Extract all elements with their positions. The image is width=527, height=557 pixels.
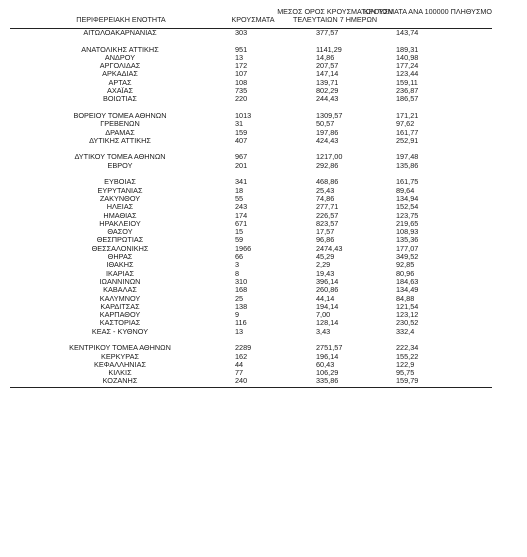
- cell-per-100k: 159,11: [396, 77, 418, 87]
- cell-region: ΑΧΑΪΑΣ: [106, 86, 133, 96]
- cell-avg-7d: 277,71: [316, 202, 339, 212]
- cell-cases: 13: [235, 326, 244, 336]
- table-row: [10, 137, 492, 145]
- cell-region: ΔΥΤΙΚΟΥ ΤΟΜΕΑ ΑΘΗΝΩΝ: [74, 152, 166, 162]
- header-cases: ΚΡΟΥΣΜΑΤΑ: [231, 15, 275, 24]
- cell-avg-7d: 1309,57: [316, 110, 343, 120]
- cell-region: ΔΡΑΜΑΣ: [105, 127, 135, 137]
- cell-cases: 59: [235, 235, 244, 245]
- cell-avg-7d: 396,14: [316, 276, 339, 286]
- cell-cases: 138: [235, 301, 248, 311]
- cell-avg-7d: 823,57: [316, 218, 339, 228]
- cell-region: ΚΑΡΠΑΘΟΥ: [99, 310, 141, 320]
- table-row: [10, 286, 492, 294]
- cell-cases: 240: [235, 376, 248, 386]
- spacer-row: [10, 170, 492, 178]
- cell-cases: 1966: [235, 243, 252, 253]
- table-row: [10, 178, 492, 186]
- cell-avg-7d: 468,86: [316, 177, 339, 187]
- table-bottom-rule: [10, 387, 492, 388]
- cell-region: ΙΩΑΝΝΙΝΩΝ: [99, 276, 141, 286]
- cell-per-100k: 122,9: [396, 359, 415, 369]
- cell-region: ΑΡΤΑΣ: [108, 77, 132, 87]
- table-row: [10, 303, 492, 311]
- cell-cases: 9: [235, 310, 240, 320]
- cell-avg-7d: 128,14: [316, 318, 339, 328]
- cell-region: ΒΟΡΕΙΟΥ ΤΟΜΕΑ ΑΘΗΝΩΝ: [73, 110, 167, 120]
- cell-avg-7d: 2751,57: [316, 343, 343, 353]
- cell-per-100k: 332,4: [396, 326, 415, 336]
- cell-region: ΚΕΦΑΛΛΗΝΙΑΣ: [94, 359, 146, 369]
- cell-cases: 303: [235, 28, 248, 37]
- table-row: [10, 245, 492, 253]
- cell-region: ΒΟΙΩΤΙΑΣ: [103, 94, 137, 104]
- cell-cases: 25: [235, 293, 244, 303]
- cell-region: ΙΚΑΡΙΑΣ: [105, 268, 135, 278]
- table-row: [10, 29, 492, 37]
- cell-cases: 116: [235, 318, 247, 328]
- table-row: [10, 153, 492, 161]
- cell-region: ΑΝΑΤΟΛΙΚΗΣ ΑΤΤΙΚΗΣ: [81, 44, 159, 54]
- cell-cases: 44: [235, 359, 244, 369]
- cell-avg-7d: 194,14: [316, 301, 339, 311]
- cell-avg-7d: 7,00: [316, 310, 331, 320]
- cell-cases: 671: [235, 218, 248, 228]
- cell-per-100k: 189,31: [396, 44, 419, 54]
- cell-cases: 8: [235, 268, 240, 278]
- table-row: [10, 344, 492, 352]
- cell-region: ΗΡΑΚΛΕΙΟΥ: [99, 218, 141, 228]
- cell-region: ΕΒΡΟΥ: [107, 160, 133, 170]
- cell-avg-7d: 335,86: [316, 376, 339, 386]
- table-row: [10, 187, 492, 195]
- cell-per-100k: 123,12: [396, 310, 419, 320]
- cell-region: ΑΙΤΩΛΟΑΚΑΡΝΑΝΙΑΣ: [83, 28, 157, 37]
- cell-region: ΚΑΡΔΙΤΣΑΣ: [100, 301, 140, 311]
- table-row: [10, 220, 492, 228]
- cell-per-100k: 152,54: [396, 202, 419, 212]
- cell-region: ΚΕΑΣ - ΚΥΘΝΟΥ: [91, 326, 149, 336]
- table-row: [10, 120, 492, 128]
- table-row: [10, 236, 492, 244]
- cell-per-100k: 135,36: [396, 235, 419, 245]
- table-row: [10, 328, 492, 336]
- cell-region: ΚΑΣΤΟΡΙΑΣ: [99, 318, 141, 328]
- cell-per-100k: 84,88: [396, 293, 415, 303]
- cases-table: [10, 4, 492, 388]
- cell-region: ΚΕΡΚΥΡΑΣ: [100, 351, 140, 361]
- table-row: [10, 112, 492, 120]
- cell-avg-7d: 96,86: [316, 235, 335, 245]
- table-row: [10, 79, 492, 87]
- cell-region: ΗΛΕΙΑΣ: [106, 202, 134, 212]
- cell-avg-7d: 1141,29: [316, 44, 342, 54]
- cell-cases: 108: [235, 77, 248, 87]
- table-row: [10, 369, 492, 377]
- cell-cases: 951: [235, 44, 248, 54]
- cell-region: ΚΟΖΑΝΗΣ: [102, 376, 138, 386]
- table-row: [10, 311, 492, 319]
- cell-per-100k: 161,77: [396, 127, 419, 137]
- cell-avg-7d: 19,43: [316, 268, 335, 278]
- cell-per-100k: 123,75: [396, 210, 419, 220]
- cell-per-100k: 177,24: [396, 61, 419, 71]
- cell-cases: 2289: [235, 343, 252, 353]
- cell-per-100k: 159,79: [396, 376, 419, 386]
- cell-region: ΘΕΣΠΡΩΤΙΑΣ: [96, 235, 144, 245]
- cell-per-100k: 89,64: [396, 185, 415, 195]
- cell-per-100k: 252,91: [396, 135, 419, 145]
- cell-per-100k: 155,22: [396, 351, 419, 361]
- cell-per-100k: 121,54: [396, 301, 419, 311]
- cell-region: ΑΝΔΡΟΥ: [104, 52, 136, 62]
- cell-per-100k: 123,44: [396, 69, 419, 79]
- cell-avg-7d: 2,29: [316, 260, 331, 270]
- cell-cases: 407: [235, 135, 248, 145]
- table-row: [10, 54, 492, 62]
- table-body: [10, 29, 492, 386]
- cell-per-100k: 135,86: [396, 160, 419, 170]
- table-row: [10, 70, 492, 78]
- header-per-100k: ΚΡΟΥΣΜΑΤΑ ΑΝΑ 100000 ΠΛΗΘΥΣΜΟ: [364, 7, 492, 16]
- table-row: [10, 212, 492, 220]
- table-row: [10, 353, 492, 361]
- cell-cases: 159: [235, 127, 248, 137]
- cell-avg-7d: 44,14: [316, 293, 335, 303]
- cell-avg-7d: 292,86: [316, 160, 339, 170]
- cell-cases: 107: [235, 69, 248, 79]
- cell-per-100k: 230,52: [396, 318, 419, 328]
- cell-cases: 66: [235, 252, 244, 262]
- cell-cases: 201: [235, 160, 248, 170]
- cell-per-100k: 92,85: [396, 260, 415, 270]
- table-row: [10, 261, 492, 269]
- table-row: [10, 319, 492, 327]
- cell-avg-7d: 207,57: [316, 61, 339, 71]
- table-row: [10, 162, 492, 170]
- cell-region: ΘΑΣΟΥ: [107, 227, 133, 237]
- table-row: [10, 253, 492, 261]
- cell-avg-7d: 147,14: [316, 69, 339, 79]
- cell-region: ΚΑΒΑΛΑΣ: [103, 285, 137, 295]
- table-header: [10, 4, 492, 29]
- table-row: [10, 361, 492, 369]
- cell-region: ΘΗΡΑΣ: [107, 252, 133, 262]
- cell-avg-7d: 1217,00: [316, 152, 343, 162]
- cell-avg-7d: 244,43: [316, 94, 339, 104]
- table-row: [10, 129, 492, 137]
- table-row: [10, 87, 492, 95]
- table-row: [10, 195, 492, 203]
- cell-per-100k: 222,34: [396, 343, 419, 353]
- cell-avg-7d: 14,86: [316, 52, 335, 62]
- cell-region: ΑΡΓΟΛΙΔΑΣ: [99, 61, 141, 71]
- cell-region: ΓΡΕΒΕΝΩΝ: [100, 119, 140, 129]
- table-row: [10, 278, 492, 286]
- cell-region: ΗΜΑΘΙΑΣ: [103, 210, 137, 220]
- cell-per-100k: 236,87: [396, 86, 419, 96]
- table-row: [10, 228, 492, 236]
- cell-region: ΔΥΤΙΚΗΣ ΑΤΤΙΚΗΣ: [89, 135, 151, 145]
- header-avg-7d: ΜΕΣΟΣ ΟΡΟΣ ΚΡΟΥΣΜΑΤΩΝ ΤΩΝ ΤΕΛΕΥΤΑΙΩΝ 7 ΗΜΕΡΩΝ: [277, 7, 393, 24]
- cell-per-100k: 219,65: [396, 218, 419, 228]
- cell-per-100k: 140,98: [396, 52, 419, 62]
- cell-cases: 243: [235, 202, 248, 212]
- cell-avg-7d: 260,86: [316, 285, 339, 295]
- cell-cases: 310: [235, 276, 248, 286]
- cell-cases: 174: [235, 210, 248, 220]
- table-row: [10, 295, 492, 303]
- cell-cases: 168: [235, 285, 248, 295]
- cell-per-100k: 197,48: [396, 152, 419, 162]
- cell-cases: 3: [235, 260, 240, 270]
- cell-cases: 1013: [235, 110, 252, 120]
- cell-per-100k: 95,75: [396, 368, 415, 378]
- cell-per-100k: 97,62: [396, 119, 415, 129]
- cell-avg-7d: 25,43: [316, 185, 335, 195]
- cell-avg-7d: 45,29: [316, 252, 335, 262]
- cell-per-100k: 184,63: [396, 276, 419, 286]
- cell-region: ΙΘΑΚΗΣ: [106, 260, 134, 270]
- cell-cases: 735: [235, 86, 248, 96]
- cell-per-100k: 349,52: [396, 252, 419, 262]
- cell-per-100k: 186,57: [396, 94, 419, 104]
- cell-per-100k: 108,93: [396, 227, 419, 237]
- cell-avg-7d: 50,57: [316, 119, 335, 129]
- cell-avg-7d: 424,43: [316, 135, 339, 145]
- table-row: [10, 377, 492, 385]
- cell-per-100k: 171,21: [396, 110, 419, 120]
- cell-region: ΕΥΒΟΙΑΣ: [104, 177, 136, 187]
- cell-region: ΑΡΚΑΔΙΑΣ: [102, 69, 138, 79]
- cell-per-100k: 134,94: [396, 193, 419, 203]
- cell-avg-7d: 226,57: [316, 210, 339, 220]
- cell-cases: 220: [235, 94, 248, 104]
- cell-cases: 18: [235, 185, 244, 195]
- cell-avg-7d: 139,71: [316, 77, 339, 87]
- table-row: [10, 62, 492, 70]
- cell-region: ΚΕΝΤΡΙΚΟΥ ΤΟΜΕΑ ΑΘΗΝΩΝ: [69, 343, 171, 353]
- cell-per-100k: 177,07: [396, 243, 419, 253]
- cell-region: ΖΑΚΥΝΘΟΥ: [99, 193, 141, 203]
- cell-avg-7d: 196,14: [316, 351, 339, 361]
- table-row: [10, 46, 492, 54]
- cell-region: ΚΑΛΥΜΝΟΥ: [99, 293, 141, 303]
- cell-avg-7d: 106,29: [316, 368, 339, 378]
- cell-cases: 967: [235, 152, 248, 162]
- cell-cases: 13: [235, 52, 244, 62]
- cell-region: ΕΥΡΥΤΑΝΙΑΣ: [97, 185, 143, 195]
- cell-cases: 15: [235, 227, 244, 237]
- cell-cases: 172: [235, 61, 248, 71]
- table-row: [10, 270, 492, 278]
- cell-per-100k: 161,75: [396, 177, 419, 187]
- cell-cases: 31: [235, 119, 244, 129]
- cell-avg-7d: 802,29: [316, 86, 339, 96]
- cell-avg-7d: 17,57: [316, 227, 335, 237]
- cell-cases: 77: [235, 368, 244, 378]
- table-row: [10, 203, 492, 211]
- cell-avg-7d: 74,86: [316, 193, 335, 203]
- cell-region: ΘΕΣΣΑΛΟΝΙΚΗΣ: [91, 243, 149, 253]
- cell-avg-7d: 2474,43: [316, 243, 343, 253]
- cell-avg-7d: 3,43: [316, 326, 331, 336]
- cell-per-100k: 134,49: [396, 285, 419, 295]
- cell-region: ΚΙΛΚΙΣ: [108, 368, 132, 378]
- cell-cases: 162: [235, 351, 248, 361]
- cell-per-100k: 143,74: [396, 28, 419, 37]
- cell-avg-7d: 60,43: [316, 359, 335, 369]
- cell-per-100k: 80,96: [396, 268, 415, 278]
- cell-avg-7d: 197,86: [316, 127, 339, 137]
- cell-avg-7d: 377,57: [316, 28, 339, 37]
- table-row: [10, 95, 492, 103]
- cell-cases: 341: [235, 177, 248, 187]
- header-region: ΠΕΡΙΦΕΡΕΙΑΚΗ ΕΝΟΤΗΤΑ: [76, 15, 166, 24]
- cell-cases: 55: [235, 193, 244, 203]
